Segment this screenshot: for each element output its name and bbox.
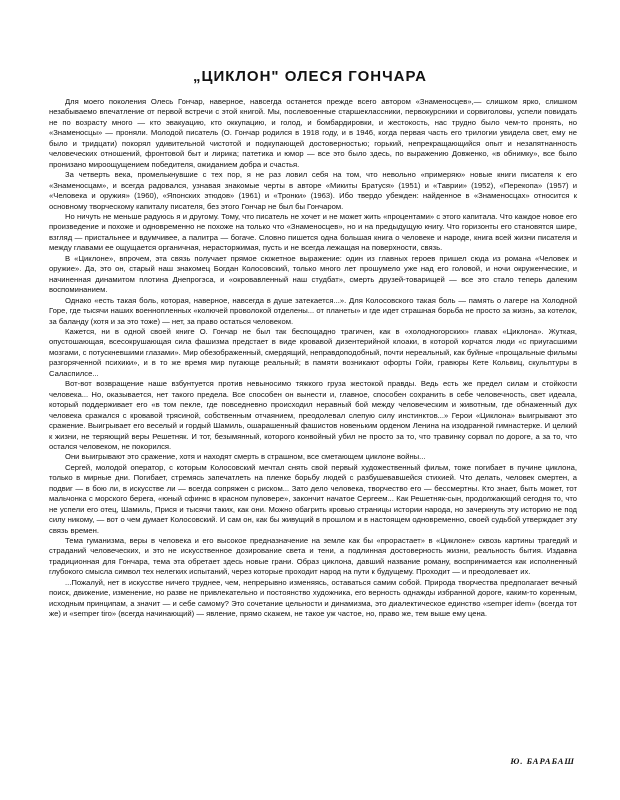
paragraph: За четверть века, промелькнувшие с тех пор, я не раз ловил себя на том, что невольно «примеряю» новые книги писателя к его «Знаменосцам», и всегда радовался, узнавая знакомые черты в авторе «Микиты Братуся» (1951) и «Таврии» (1952), «Перекопа» (1957) и «Человека и оружия» (1960), «Японских этюдов» (1961) и «Тронки» (1963). Ибо твердо убежден: найденное в «Знаменосцах» относится к основному творческому капиталу писателя, без этого Гончар не был бы Гончаром. (49, 170, 577, 211)
article-title: „ЦИКЛОН" ОЛЕСЯ ГОНЧАРА (193, 68, 427, 85)
paragraph: В «Циклоне», впрочем, эта связь получает прямое сюжетное выражение: один из главных героев пришел сюда из романа «Человек и оружие». Да, это он, старый наш знакомец Богдан Колосовский, только много лет прошумело уже над его головой, и ночи окруженческие, и начиненная динамитом плотина Днепрогэса, и «окровавленный наш студбат», смерть друзей-товарищей — все это стало теперь далеким воспоминанием. (49, 253, 577, 295)
author-signature: Ю. БАРАБАШ (510, 756, 575, 766)
article-body (49, 97, 577, 620)
paragraph: Для моего поколения Олесь Гончар, наверное, навсегда останется прежде всего автором «Знаменосцев»,— слишком ярко, слишком незабываемо впечатление от первой встречи с этой книгой. Мы, послевоенные старшеклассники, первокурсники и сорвиголовы, успели повидать не по возрасту много — кто эвакуацию, кто оккупацию, и голод, и бомбардировки, и жестокость, нас трудно было чем-то пронять, но «Знаменосцы» — проняли. Молодой писатель (О. Гончар родился в 1918 году, и в 1946, когда первая часть его трилогии увидела свет, ему не было и тридцати) покорял удивительной чистотой и подкупающей достоверностью; горький, непрекращающийся опыт и незапятнанность человеческих отношений, фронтовой быт и лирика; патетика и юмор — все это было здесь, по выражению Довженко, «в обнимку», все было пронизано мироощущением победителя, ожиданием добра и счастья. (49, 97, 577, 169)
paragraph: Они выигрывают это сражение, хотя и находят смерть в страшном, все сметающем циклоне войны... (65, 452, 426, 462)
paragraph: Сергей, молодой оператор, с которым Колосовский мечтал снять свой первый художественный фильм, тоже погибает в пучине циклона, только в мирные дни. Погибает, стремясь запечатлеть на пленке борьбу людей с разбушевавшейся стихией. Что делать, человек смертен, а подвиг — в бою ли, в искусстве ли — всегда сопряжен с риском... Зато дело человека, творчество его — бессмертны. Кто знает, быть может, тот мальчонка с морского берега, «юный сфинкс в красном пуловере», закончит начатое Сергеем... Как Решетняк-сын, продолжающий сегодня то, что не успели его отец, Шамиль, Прися и тысячи таких, как они. Можно обагрить кровью страницы истории народа, но зачеркнуть эту историю не под силу никому, — вот о чем думает Колосовский. И сам он, как бы живущий в прошлом и в настоящем одновременно, своей судьбой утверждает эту связь времен. (49, 462, 577, 535)
paragraph: Тема гуманизма, веры в человека и его высокое предназначение на земле как бы «прорастает» в «Циклоне» сквозь картины трагедий и страданий человеческих, и это не искусственное дозирование света и тени, а подлинная достоверность жизни, реальность бытия. Издавна традиционная для Гончара, тема эта обретает здесь новые грани. Образ циклона, давший название роману, воспринимается как исполненный глубокого смысла символ тех нелегких испытаний, через которые проходит народ на пути к будущему. Проходит — и преодолевает их. (49, 536, 577, 577)
paragraph: Кажется, ни в одной своей книге О. Гончар не был так беспощадно трагичен, как в «холодногорских» главах «Циклона». Жуткая, опустошающая, всесокрушающая сила фашизма предстает в виде кровавой дизентерийной клоаки, в которой корчатся люди «с приугасшими мозгами, с потускневшими глазами». Мир обезображенный, смердящий, неправдоподобный, почти нереальный, как буйные «прощальные фильмы разгоряченной психики», и в то же время мир пугающе реальный; в памяти возникают офорты Гойи, гравюры Кете Кольвиц, скульптуры в Саласпилсе... (49, 326, 577, 378)
paragraph: Но ничуть не меньше радуюсь я и другому. Тому, что писатель не хочет и не может жить «процентами» с этого капитала. Что каждое новое его произведение и похоже и одновременно не похоже на только что «Знаменосцев», но и на предыдущую книгу. Что горизонты его становятся шире, взгляд — пристальнее и вдумчивее, а палитра — богаче. Словно пишется одна большая книга о человеке и народе, книга всей жизни писателя и между главами ее ощущается органичная, нерасторжимая, пусть и не всегда лежащая на поверхности, связь. (49, 211, 577, 253)
paragraph: Однако «есть такая боль, которая, наверное, навсегда в душе затекается...». Для Колосовского такая боль — память о лагере на Холодной Горе, где тысячи наших военнопленных «колючей проволокой отделены... от планеты» и где идет страшная борьба не просто за жизнь, за котелок, за баланду (хотя и за это тоже) — нет, за право остаться человеком. (49, 295, 577, 326)
paragraph: ...Пожалуй, нет в искусстве ничего труднее, чем, непрерывно изменяясь, оставаться самим собой. Природа творчества предполагает вечный поиск, движение, изменение, но разве не привлекательно и постоянство художника, его верность однажды избранной дороге, каким-то коренным, исходным принципам, а значит — и себе самому? Это сочетание цельности и динамизма, это диалектическое единство «semper idem» (всегда тот же) и «semper tiro» (всегда начинающий) — явление, прямо скажем, не такое уж частое, но, право же, тем выше ему цена. (49, 577, 577, 619)
paragraph: Вот-вот возвращение наше взбунтуется против невыносимо тяжкого груза жестокой правды. Ведь есть же предел силам и стойкости человека... Но, оказывается, нет такого предела. Все способен он вынести и, главное, способен сохранить в себе человечность, свет идеала, который поддерживает его «в том пекле, где повседневно происходил неравный бой между человеческим и животным, где обнаженный дух человека сражался с кровавой трясиной, собственным отчаянием, преодолевал слепую силу инстинктов...» Герои «Циклона» выигрывают это сражение. Выигрывает его веселый и гордый Шамиль, ошарашенный фашистов новеньким орденом Ленина на изодранной гимнастерке. И целкий к жизни, не теряющий веры Решетняк. И тот, безымянный, которого конвойный убил не просто за то, что травинку сорвал по дороге, а за то, что остался человеком, не покорился. (49, 379, 577, 451)
